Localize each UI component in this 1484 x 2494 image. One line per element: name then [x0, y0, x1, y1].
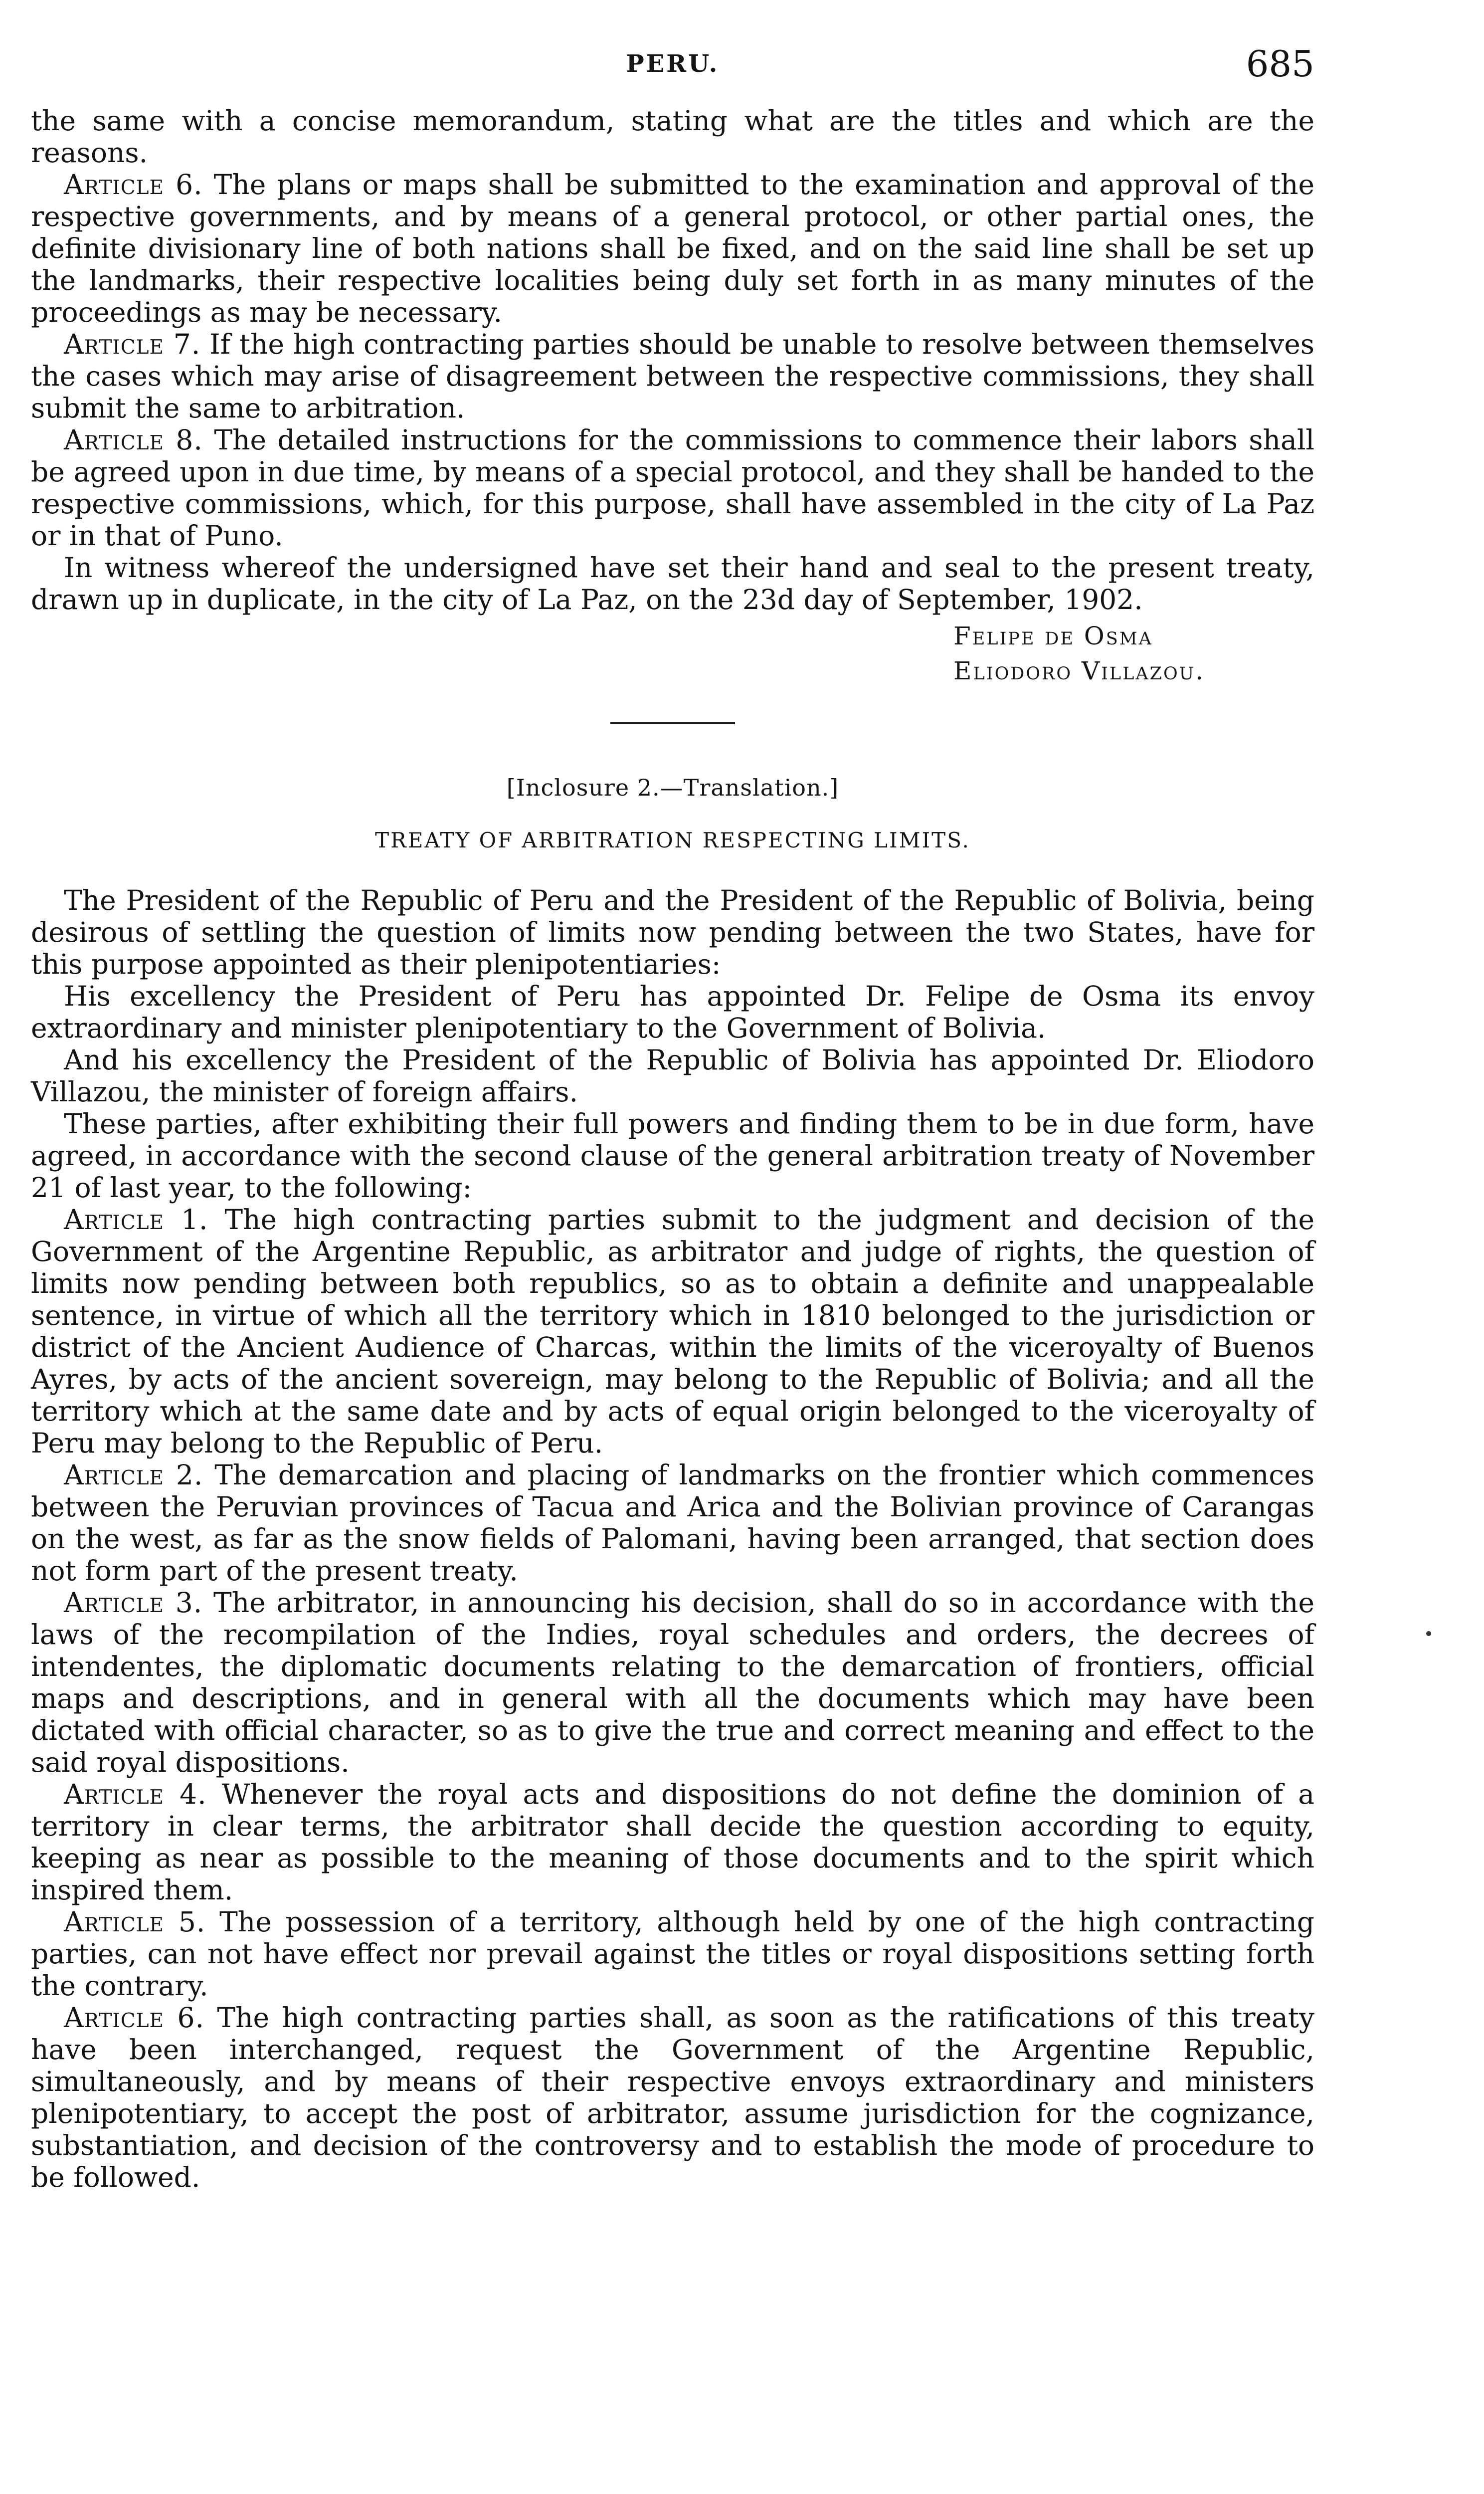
article-text: The plans or maps shall be submitted to the examination and approval of the respective governments, and by means of a general protocol, or other partial ones, the definite divisionary line of both nations shall be fixed, and on the said line shall be set up the landmarks, their respective localities being duly set forth in as many minutes of the proceedings as may be necessary.: [31, 169, 1314, 328]
signatory-name: Eliodoro Villazou.: [953, 656, 1205, 685]
article-text: The high contracting parties submit to the judgment and decision of the Government of the Argentine Republic, as arbitrator and judge of rights, the question of limits now pending between both republics, so as to obtain a definite and unappealable sentence, in virtue of which all the territory which in 1810 belonged to the jurisdiction or district of the Ancient Audience of Charcas, within the limits of the viceroyalty of Buenos Ayres, by acts of the ancient sovereign, may belong to the Republic of Bolivia; and all the territory which at the same date and by acts of equal origin belonged to the viceroyalty of Peru may belong to the Republic of Peru.: [31, 1204, 1315, 1459]
witness-paragraph: In witness whereof the undersigned have set their hand and seal to the present treaty, drawn up in duplicate, in the city of La Paz, on the 23d day of September, 1902.: [31, 552, 1314, 616]
article-6-paragraph: [31, 2002, 1314, 2193]
treaty-continuation: [31, 105, 1314, 688]
article-text: The demarcation and placing of landmarks on the frontier which commences between the Peruvian provinces of Tacua and Arica and the Bolivian province of Carangas on the west, as far as the snow fields of Palomani, having been arranged, that section does not form part of the present treaty.: [31, 1459, 1314, 1587]
article-label: Article 6.: [64, 2002, 204, 2034]
signature-block: [953, 619, 1314, 688]
article-text: The arbitrator, in announcing his decision, shall do so in accordance with the laws of the recompilation of the Indies, royal schedules and orders, the decrees of intendentes, the diplomatic documents relating to the demarcation of frontiers, official maps and descriptions, and in general with all the documents which may have been dictated with official character, so as to give the true and correct meaning and effect to the said royal dispositions.: [31, 1587, 1314, 1778]
article-3-paragraph: [31, 1587, 1314, 1778]
signatory-name: Felipe de Osma: [953, 622, 1153, 650]
article-6-paragraph: [31, 169, 1314, 328]
inclosure-heading: [Inclosure 2.—Translation.]: [506, 774, 839, 801]
article-text: Whenever the royal acts and dispositions do not define the dominion of a territory in clear terms, the arbitrator shall decide the question according to equity, keeping as near as possible to the meaning of those documents and to the spirit which inspired them.: [31, 1778, 1314, 1906]
running-title: PERU.: [626, 50, 720, 78]
article-text: If the high contracting parties should be unable to resolve between themselves the cases which may arise of disagreement between the respective commissions, they shall submit the same to arbitration.: [31, 328, 1314, 424]
paragraph: the same with a concise memorandum, stating what are the titles and which are the reasons.: [31, 105, 1314, 169]
article-8-paragraph: [31, 424, 1314, 552]
paragraph: And his excellency the President of the Republic of Bolivia has appointed Dr. Eliodoro Villazou, the minister of foreign affairs.: [31, 1044, 1314, 1108]
article-4-paragraph: [31, 1778, 1314, 1906]
article-1-paragraph: [31, 1204, 1314, 1459]
treaty-body: [31, 884, 1314, 2193]
article-label: Article 4.: [64, 1778, 207, 1810]
paragraph: His excellency the President of Peru has appointed Dr. Felipe de Osma its envoy extraordinary and minister plenipotentiary to the Government of Bolivia.: [31, 980, 1314, 1044]
article-label: Article 2.: [64, 1459, 203, 1491]
document-page: [31, 43, 1315, 2193]
margin-dot-mark: [1426, 1631, 1431, 1636]
page-number: 685: [1246, 43, 1314, 85]
article-5-paragraph: [31, 1906, 1314, 2002]
treaty-title: TREATY OF ARBITRATION RESPECTING LIMITS.: [375, 828, 970, 852]
article-text: The detailed instructions for the commissions to commence their labors shall be agreed upon in due time, by means of a special protocol, and they shall be handed to the respective commissions, which, for this purpose, shall have assembled in the city of La Paz or in that of Puno.: [31, 424, 1314, 552]
article-2-paragraph: [31, 1459, 1314, 1587]
article-label: Article 8.: [64, 424, 203, 456]
article-label: Article 6.: [64, 169, 203, 201]
article-label: Article 5.: [64, 1906, 206, 1938]
paragraph: These parties, after exhibiting their full powers and finding them to be in due form, have agreed, in accordance with the second clause of the general arbitration treaty of November 21 of last year, to the following:: [31, 1108, 1314, 1204]
article-label: Article 1.: [64, 1204, 208, 1236]
article-text: The high contracting parties shall, as soon as the ratifications of this treaty have been interchanged, request the Government of the Argentine Republic, simultaneously, and by means of their respective envoys extraordinary and ministers plenipotentiary, to accept the post of arbitrator, assume jurisdiction for the cognizance, substantiation, and decision of the controversy and to establish the mode of procedure to be followed.: [31, 2002, 1315, 2193]
article-7-paragraph: [31, 328, 1314, 424]
article-label: Article 7.: [64, 328, 201, 360]
article-text: The possession of a territory, although held by one of the high contracting parties, can not have effect nor prevail against the titles or royal dispositions setting forth the contrary.: [31, 1906, 1314, 2002]
preamble-paragraph: The President of the Republic of Peru and the President of the Republic of Bolivia, being desirous of settling the question of limits now pending between the two States, have for this purpose appointed as their plenipotentiaries:: [31, 884, 1314, 980]
article-label: Article 3.: [64, 1587, 203, 1619]
running-head: [31, 43, 1314, 105]
section-divider: [610, 722, 735, 724]
